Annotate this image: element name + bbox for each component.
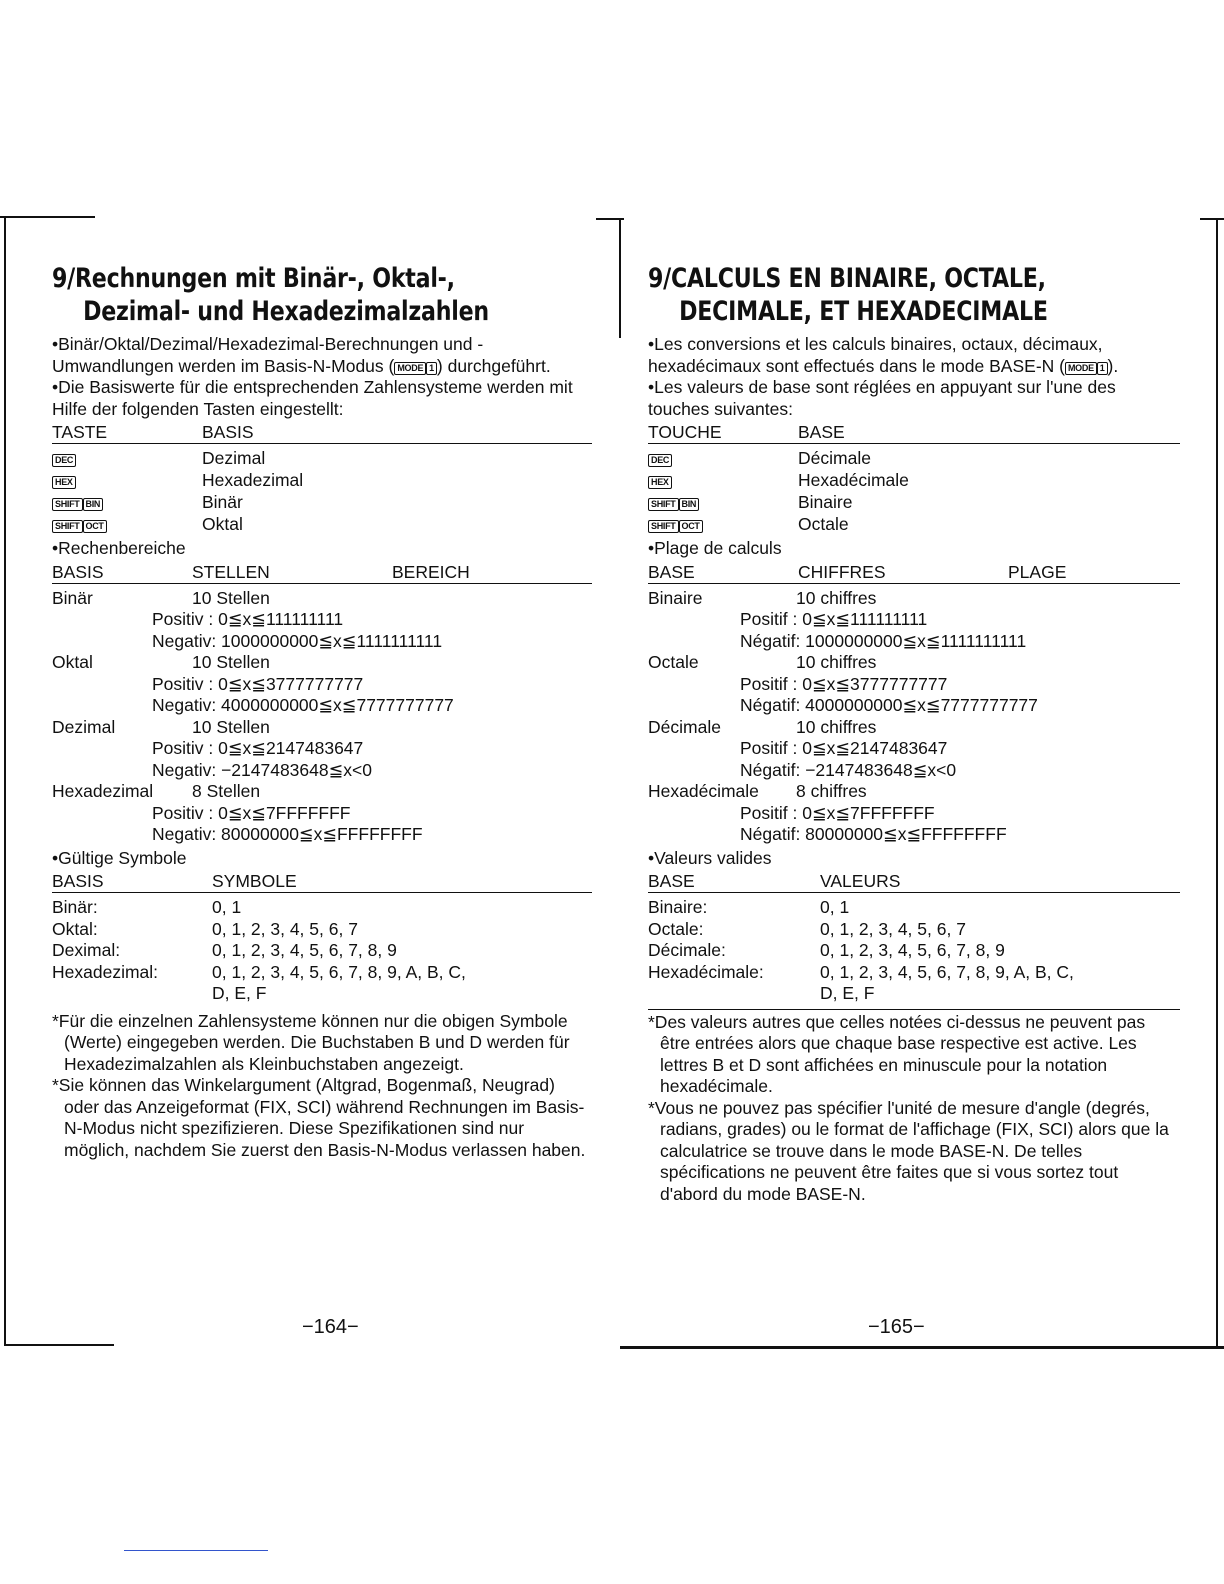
right-note-1: *Des valeurs autres que celles notées ci-dessus ne peuvent pas être entrées alors que chaque base respective est active. Les lettres B et D sont affichées en minuscule pour la notation hexadécimale.	[648, 1011, 1146, 1096]
right-symbols-list	[648, 897, 1180, 1005]
left-key-table-header	[52, 422, 592, 444]
oct-key-icon: OCT	[83, 520, 107, 533]
left-range-row	[52, 717, 592, 739]
hex-key-icon: HEX	[648, 476, 672, 489]
left-range-heading: •Rechenbereiche	[52, 538, 186, 558]
right-range-digits: 10 chiffres	[796, 587, 877, 608]
left-note-1: *Für die einzelnen Zahlensysteme können nur die obigen Symbole (Werte) eingegeben werden. Die Buchstaben B und D werden für Hexadezimalzahlen als Kleinbuchstaben angezeigt.	[52, 1010, 570, 1074]
right-range-negative: Négatif: 80000000≦x≦FFFFFFFF	[740, 824, 1007, 844]
left-key-row	[52, 470, 592, 492]
left-symbol-values: D, E, F	[212, 983, 267, 1003]
dec-key-icon: DEC	[52, 454, 76, 467]
left-symbol-row	[52, 940, 592, 962]
left-range-base: Oktal	[52, 652, 93, 672]
left-page-title	[52, 262, 495, 328]
left-key-row	[52, 492, 592, 514]
left-range-list	[52, 588, 592, 846]
left-range-row	[52, 588, 592, 610]
right-range-positive: Positif : 0≦x≦7FFFFFFF	[740, 802, 935, 823]
left-range-negative: Negativ: 4000000000≦x≦7777777777	[152, 695, 454, 715]
top-right-rule	[1200, 218, 1224, 220]
left-range-base-header: BASIS	[52, 561, 104, 582]
left-symbol-row	[52, 897, 592, 919]
right-symbol-values: 0, 1, 2, 3, 4, 5, 6, 7, 8, 9	[820, 940, 1005, 960]
right-bullet-1	[648, 334, 1180, 377]
right-symbol-row	[648, 962, 1180, 984]
left-key-label: Hexadezimal	[202, 470, 304, 491]
right-title-line2: DECIMALE, ET HEXADECIMALE	[679, 296, 1048, 327]
right-range-row	[648, 781, 1180, 803]
left-symbol-values: 0, 1, 2, 3, 4, 5, 6, 7, 8, 9, A, B, C,	[212, 961, 466, 982]
left-range-digits-header: STELLEN	[192, 561, 270, 582]
right-key-table	[648, 448, 1180, 536]
left-range-negative: Negativ: −2147483648≦x<0	[152, 759, 372, 780]
right-range-list	[648, 588, 1180, 846]
left-symbol-base: Deximal:	[52, 940, 121, 960]
left-symbol-base: Binär:	[52, 897, 98, 917]
right-range-base: Octale	[648, 652, 699, 672]
left-symbols-header	[52, 871, 592, 893]
right-range-base: Décimale	[648, 716, 721, 737]
right-key-label: Décimale	[798, 448, 871, 469]
left-base-col-header: BASIS	[202, 422, 254, 442]
right-range-base: Binaire	[648, 587, 703, 608]
right-bullet-1-end: ).	[1107, 355, 1119, 376]
left-symbols-list	[52, 897, 592, 1005]
bottom-left-rule	[4, 1344, 114, 1346]
right-key-label: Hexadécimale	[798, 470, 909, 491]
right-range-digits: 8 chiffres	[796, 781, 867, 801]
left-note-2: *Sie können das Winkelargument (Altgrad, Bogenmaß, Neugrad) oder das Anzeigeformat (FIX, SCI) während Rechnungen im Basis-N-Modus nicht spezifizieren. Diese Spezifikationen sind nur möglich, nachdem Sie zuerst den Basis-N-Modus verlassen haben.	[52, 1075, 586, 1160]
right-bullet-1-text: •Les conversions et les calculs binaires, octaux, décimaux, hexadécimaux sont effectués dans le mode BASE-N (	[648, 334, 1103, 376]
right-key-table-header	[648, 422, 1180, 444]
right-key-row	[648, 514, 1180, 536]
right-symbol-row	[648, 940, 1180, 962]
dec-key-icon: DEC	[648, 454, 672, 467]
left-key-label: Oktal	[202, 514, 243, 535]
left-range-header	[52, 562, 592, 584]
right-symbol-base: Hexadécimale:	[648, 961, 764, 982]
right-range-base: Hexadécimale	[648, 781, 759, 801]
right-range-heading: •Plage de calculs	[648, 538, 782, 558]
mode-key-icon: MODE	[394, 362, 426, 375]
right-edge-rule	[1216, 218, 1218, 1348]
right-symbol-values: 0, 1	[820, 897, 850, 917]
right-symbol-row	[648, 897, 1180, 919]
right-range-base-header: BASE	[648, 561, 695, 582]
left-title-line2: Dezimal- und Hexadezimalzahlen	[83, 296, 489, 327]
right-key-label: Octale	[798, 514, 849, 535]
right-symbols-heading: •Valeurs valides	[648, 847, 772, 868]
right-symbol-base: Décimale:	[648, 940, 726, 960]
bin-key-icon: BIN	[679, 498, 700, 511]
left-bullet-1	[52, 334, 592, 377]
right-symbol-row	[648, 919, 1180, 941]
right-range-positive: Positif : 0≦x≦3777777777	[740, 673, 948, 694]
right-page-title	[648, 262, 1084, 328]
left-range-base: Hexadezimal	[52, 781, 154, 801]
left-range-positive: Positiv : 0≦x≦2147483647	[152, 738, 364, 758]
hex-key-icon: HEX	[52, 476, 76, 489]
left-range-base: Dezimal	[52, 716, 116, 737]
right-title-line1: 9/CALCULS EN BINAIRE, OCTALE,	[648, 263, 1046, 294]
left-symbol-row	[52, 962, 592, 984]
right-base-col-header: BASE	[798, 422, 845, 442]
right-range-negative: Négatif: 1000000000≦x≦1111111111	[740, 630, 1027, 651]
shift-key-icon: SHIFT	[52, 498, 83, 511]
right-symbol-values: 0, 1, 2, 3, 4, 5, 6, 7	[820, 918, 966, 939]
right-symbols-bottom-rule	[648, 1009, 1180, 1010]
right-symbol-row	[648, 983, 1180, 1005]
left-range-positive: Positiv : 0≦x≦111111111	[152, 609, 344, 629]
left-symbol-values: 0, 1, 2, 3, 4, 5, 6, 7, 8, 9	[212, 940, 397, 960]
right-page	[648, 262, 1180, 1205]
bin-key-icon: BIN	[83, 498, 104, 511]
shift-key-icon: SHIFT	[648, 520, 679, 533]
bottom-right-rule	[620, 1346, 1224, 1349]
left-range-digits: 10 Stellen	[192, 652, 270, 672]
footer-blue-line	[124, 1550, 268, 1551]
right-range-positive: Positif : 0≦x≦111111111	[740, 609, 928, 629]
left-range-base: Binär	[52, 587, 93, 608]
shift-key-icon: SHIFT	[648, 498, 679, 511]
left-page-number: −164−	[302, 1316, 359, 1338]
one-key-icon: 1	[426, 362, 437, 375]
top-left-rule	[0, 216, 95, 218]
right-key-col-header: TOUCHE	[648, 422, 722, 442]
right-range-digits-header: CHIFFRES	[798, 561, 886, 582]
left-symbol-base: Hexadezimal:	[52, 961, 159, 982]
right-page-number: −165−	[868, 1316, 925, 1338]
left-range-digits: 8 Stellen	[192, 781, 261, 801]
right-note-2: *Vous ne pouvez pas spécifier l'unité de mesure d'angle (degrés, radians, grades) ou le format de l'affichage (FIX, SCI) alors que la calculatrice se trouve dans le mode BASE-N. De telles spécifications ne peuvent être faites que si vous sortez tout d'abord du mode BASE-N.	[648, 1097, 1169, 1204]
mode-key-icon: MODE	[1065, 362, 1097, 375]
left-edge-rule	[4, 216, 6, 1346]
left-symbol-values: 0, 1	[212, 897, 242, 917]
right-key-label: Binaire	[798, 492, 853, 513]
right-key-row	[648, 470, 1180, 492]
right-bullet-2: •Les valeurs de base sont réglées en appuyant sur l'une des touches suivantes:	[648, 377, 1116, 419]
right-range-header	[648, 562, 1180, 584]
right-range-range-header: PLAGE	[1008, 561, 1067, 582]
left-range-positive: Positiv : 0≦x≦3777777777	[152, 673, 364, 694]
left-range-digits: 10 Stellen	[192, 716, 270, 737]
left-range-row	[52, 781, 592, 803]
left-symbol-row	[52, 919, 592, 941]
right-range-row	[648, 588, 1180, 610]
left-bullet-1-text: •Binär/Oktal/Dezimal/Hexadezimal-Berechnungen und -Umwandlungen werden im Basis-N-Modus (	[52, 334, 484, 376]
right-key-row	[648, 448, 1180, 470]
left-bullet-2: •Die Basiswerte für die entsprechenden Zahlensysteme werden mit Hilfe der folgenden Tasten eingestellt:	[52, 377, 573, 419]
right-symbols-header	[648, 871, 1180, 893]
left-symbols-base-header: BASIS	[52, 871, 104, 891]
right-symbol-values: 0, 1, 2, 3, 4, 5, 6, 7, 8, 9, A, B, C,	[820, 961, 1074, 982]
right-range-row	[648, 717, 1180, 739]
right-range-digits: 10 chiffres	[796, 652, 877, 672]
left-bullet-1-end: ) durchgeführt.	[436, 355, 551, 376]
left-symbol-row	[52, 983, 592, 1005]
right-key-row	[648, 492, 1180, 514]
left-key-row	[52, 448, 592, 470]
right-range-digits: 10 chiffres	[796, 716, 877, 737]
left-range-range-header: BEREICH	[392, 561, 470, 582]
left-page	[52, 262, 592, 1161]
left-symbols-heading: •Gültige Symbole	[52, 847, 187, 868]
left-range-row	[52, 652, 592, 674]
right-range-negative: Négatif: −2147483648≦x<0	[740, 759, 957, 780]
right-symbols-values-header: VALEURS	[820, 871, 901, 891]
left-symbol-values: 0, 1, 2, 3, 4, 5, 6, 7	[212, 918, 358, 939]
one-key-icon: 1	[1097, 362, 1108, 375]
left-key-label: Binär	[202, 492, 243, 513]
left-key-row	[52, 514, 592, 536]
oct-key-icon: OCT	[679, 520, 703, 533]
right-range-negative: Négatif: 4000000000≦x≦7777777777	[740, 695, 1038, 715]
left-range-negative: Negativ: 80000000≦x≦FFFFFFFF	[152, 824, 423, 844]
left-range-digits: 10 Stellen	[192, 587, 270, 608]
left-symbol-base: Oktal:	[52, 918, 98, 939]
right-symbol-base: Octale:	[648, 918, 704, 939]
right-range-row	[648, 652, 1180, 674]
left-title-line1: 9/Rechnungen mit Binär-, Oktal-,	[52, 263, 455, 294]
right-symbols-base-header: BASE	[648, 871, 695, 891]
left-symbols-values-header: SYMBOLE	[212, 871, 297, 891]
left-key-label: Dezimal	[202, 448, 266, 469]
right-symbol-base: Binaire:	[648, 897, 708, 917]
left-range-negative: Negativ: 1000000000≦x≦1111111111	[152, 630, 443, 651]
right-symbol-values: D, E, F	[820, 983, 875, 1003]
left-range-positive: Positiv : 0≦x≦7FFFFFFF	[152, 802, 351, 823]
center-spine-rule	[619, 218, 621, 338]
shift-key-icon: SHIFT	[52, 520, 83, 533]
left-key-table	[52, 448, 592, 536]
left-key-col-header: TASTE	[52, 422, 108, 442]
right-range-positive: Positif : 0≦x≦2147483647	[740, 738, 948, 758]
